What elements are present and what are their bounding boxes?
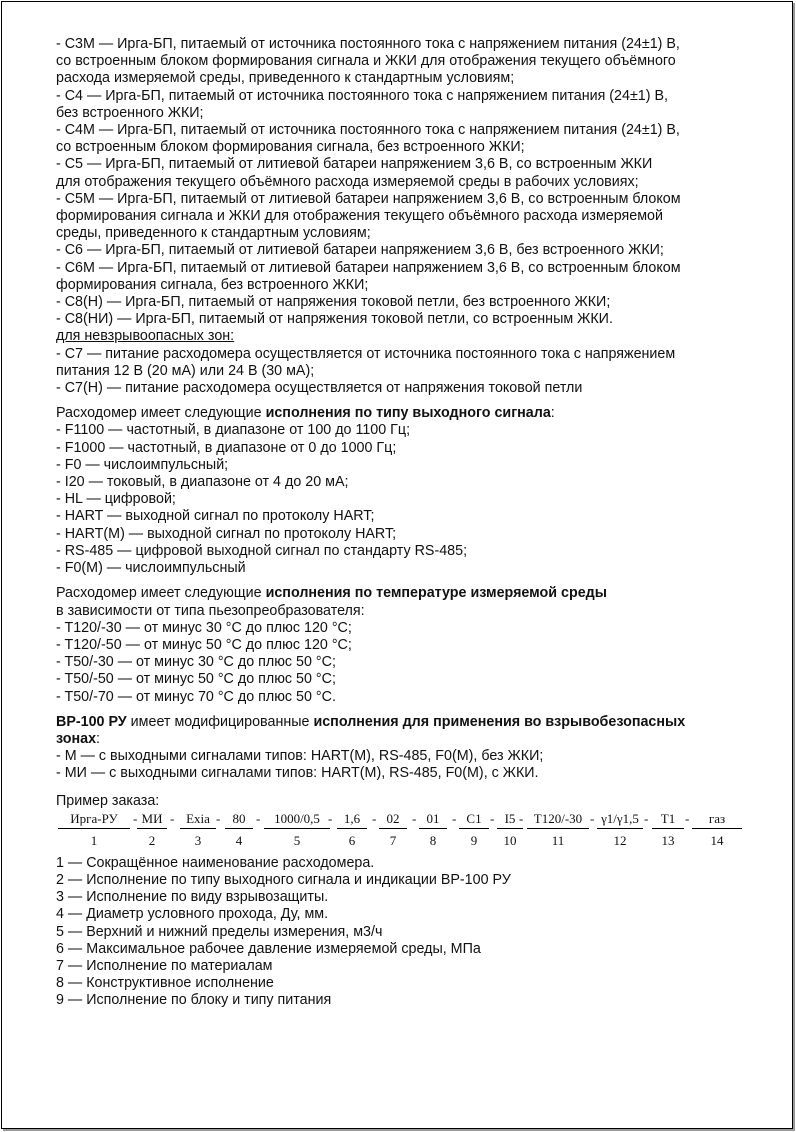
order-code-separator: -: [452, 810, 457, 826]
order-code-segment: [58, 811, 130, 848]
temperature-list: [56, 620, 746, 706]
order-code-separator: -: [216, 810, 221, 826]
order-code-value: 01: [419, 811, 447, 829]
page-content: [56, 36, 746, 1010]
ex-section-intro: [56, 714, 746, 731]
text-line: - С7 — питание расходомера осуществляется от источника постоянного тока с напряжением: [56, 345, 676, 362]
output-signal-item: - F0 — числоимпульсный;: [56, 456, 229, 473]
order-code-value: 1000/0,5: [264, 811, 330, 829]
ex-variant-item: - М — с выходными сигналами типов: HART(M), RS-485, F0(M), без ЖКИ;: [56, 748, 544, 765]
order-code-segment: [597, 811, 643, 848]
text-line: питания 12 В (20 мА) или 24 В (30 мА);: [56, 362, 315, 379]
order-code-position-number: 7: [389, 832, 397, 848]
order-code-segment: [264, 810, 333, 848]
output-signal-item: - F0(M) — числоимпульсный: [56, 560, 246, 577]
order-code-separator: -: [170, 810, 175, 826]
text-line: - С8(Н) — Ирга-БП, питаемый от напряжения токовой петли, без встроенного ЖКИ;: [56, 294, 611, 311]
ex-intro-colon: :: [96, 730, 101, 747]
ex-intro-bold: исполнения для применения во взрывобезопасных: [313, 713, 686, 730]
temperature-item: - T50/-30 — от минус 30 °С до плюс 50 °С;: [56, 654, 336, 671]
power-variants-list: [56, 36, 746, 328]
text-line: формирования сигнала, без встроенного ЖКИ;: [56, 276, 369, 293]
output-intro-bold: исполнения по типу выходного сигнала: [265, 405, 551, 422]
order-code-value: 80: [225, 811, 253, 829]
order-code-separator: -: [685, 810, 690, 826]
output-signal-item: - F1100 — частотный, в диапазоне от 100 до 1100 Гц;: [56, 422, 411, 439]
order-code-position-number: 5: [293, 832, 301, 848]
order-code-position-number: 4: [235, 832, 243, 848]
text-line: - С5М — Ирга-БП, питаемый от литиевой батареи напряжением 3,6 В, со встроенным блоком: [56, 190, 681, 207]
order-code-value: Exia: [180, 811, 216, 829]
order-code-value: 1,6: [337, 811, 367, 829]
order-code-position-number: 3: [194, 832, 202, 848]
order-code-position-number: 14: [710, 832, 724, 848]
text-line: формирования сигнала и ЖКИ для отображения текущего объёмного расхода измеряемой: [56, 208, 663, 225]
legend-item: 9 — Исполнение по блоку и типу питания: [56, 992, 332, 1009]
order-legend-list: [56, 855, 746, 1010]
order-code-segment: [337, 811, 367, 848]
output-signal-item: - I20 — токовый, в диапазоне от 4 до 20 мА;: [56, 474, 349, 491]
text-line: - С7(Н) — питание расходомера осуществляется от напряжения токовой петли: [56, 380, 583, 397]
legend-item: 3 — Исполнение по виду взрывозащиты.: [56, 889, 329, 906]
text-line: без встроенного ЖКИ;: [56, 104, 204, 121]
order-code-value: I5: [497, 811, 523, 829]
output-intro-text: Расходомер имеет следующие: [56, 405, 266, 422]
legend-item: 4 — Диаметр условного прохода, Ду, мм.: [56, 906, 329, 923]
order-code-value: T1: [652, 811, 684, 829]
temp-section-intro-line2: в зависимости от типа пьезопреобразователя:: [56, 602, 365, 619]
ex-variants-list: [56, 748, 746, 782]
order-code-segment: [527, 811, 589, 848]
order-code-value: МИ: [137, 811, 167, 829]
temperature-item: - T50/-50 — от минус 50 °С до плюс 50 °С;: [56, 671, 336, 688]
order-code-value: 02: [379, 811, 407, 829]
text-line: - С5 — Ирга-БП, питаемый от литиевой батареи напряжением 3,6 В, со встроенным ЖКИ: [56, 156, 653, 173]
order-code-position-number: 9: [470, 832, 478, 848]
order-code-position-number: 6: [348, 832, 356, 848]
ex-intro-bold-zones: зонах: [56, 730, 97, 747]
order-code-segment: [419, 811, 447, 848]
text-line: со встроенным блоком формирования сигнала и ЖКИ для отображения текущего объёмного: [56, 53, 676, 70]
order-code-segment: [180, 811, 216, 848]
order-code-separator: -: [133, 810, 138, 826]
non-ex-zones-heading: для невзрывоопасных зон:: [56, 328, 235, 345]
order-code-segment: [459, 811, 489, 848]
order-code-position-number: 11: [551, 832, 565, 848]
order-code-segment: [652, 811, 684, 848]
order-code-separator: -: [644, 810, 649, 826]
text-line: - С4М — Ирга-БП, питаемый от источника постоянного тока с напряжением питания (24±1) В,: [56, 122, 680, 139]
order-code-separator: -: [256, 810, 261, 826]
output-signal-item: - F1000 — частотный, в диапазоне от 0 до 1000 Гц;: [56, 439, 397, 456]
temperature-item: - T120/-50 — от минус 50 °С до плюс 120 °С;: [56, 636, 352, 653]
order-code-position-number: 1: [90, 832, 98, 848]
ex-variant-item: - МИ — с выходными сигналами типов: HART(M), RS-485, F0(M), с ЖКИ.: [56, 765, 539, 782]
legend-item: 7 — Исполнение по материалам: [56, 957, 273, 974]
legend-item: 8 — Конструктивное исполнение: [56, 975, 274, 992]
order-code-segment: [692, 811, 742, 848]
output-section-intro: [56, 405, 746, 422]
ex-section-intro-line2: [56, 731, 746, 748]
text-line: - С6М — Ирга-БП, питаемый от литиевой батареи напряжением 3,6 В, со встроенным блоком: [56, 259, 681, 276]
legend-item: 2 — Исполнение по типу выходного сигнала и индикации ВР-100 РУ: [56, 871, 511, 888]
order-code-position-number: 2: [148, 832, 156, 848]
order-example-title: Пример заказа:: [56, 792, 160, 809]
order-code-position-number: 10: [503, 832, 517, 848]
order-code-value: C1: [459, 811, 489, 829]
temp-intro-bold: исполнения по температуре измеряемой среды: [265, 585, 607, 602]
order-code-value: T120/-30: [527, 811, 589, 829]
legend-item: 1 — Сокращённое наименование расходомера.: [56, 854, 375, 871]
text-line: - С3М — Ирга-БП, питаемый от источника постоянного тока с напряжением питания (24±1) В,: [56, 36, 680, 52]
temperature-item: - T120/-30 — от минус 30 °С до плюс 120 °С;: [56, 619, 352, 636]
order-code-separator: -: [412, 810, 417, 826]
output-signal-item: - HART(M) — выходной сигнал по протоколу HART;: [56, 525, 397, 542]
order-code-separator: -: [490, 810, 495, 826]
order-code-position-number: 8: [429, 832, 437, 848]
temperature-item: - T50/-70 — от минус 70 °С до плюс 50 °С.: [56, 688, 336, 705]
order-code-value: γ1/γ1,5: [597, 811, 643, 829]
order-code-segment: [379, 811, 407, 848]
temp-section-intro: [56, 585, 746, 602]
text-line: - С6 — Ирга-БП, питаемый от литиевой батареи напряжением 3,6 В, без встроенного ЖКИ;: [56, 242, 664, 259]
text-line: со встроенным блоком формирования сигнала, без встроенного ЖКИ;: [56, 139, 525, 156]
ex-intro-model: ВР-100 РУ: [56, 713, 127, 730]
output-signal-item: - HL — цифровой;: [56, 491, 176, 508]
order-code-separator: -: [590, 810, 595, 826]
text-line: расхода измеряемой среды, приведенного к стандартным условиям;: [56, 70, 515, 87]
non-ex-variants-list: [56, 346, 746, 398]
output-signal-list: [56, 422, 746, 577]
output-intro-colon: :: [550, 405, 555, 422]
text-line: среды, приведенного к стандартным условиям;: [56, 225, 371, 242]
order-code-separator: -: [519, 810, 524, 826]
order-code-value: газ: [692, 811, 742, 829]
order-code-segment: [225, 811, 253, 848]
ex-intro-text: имеет модифицированные: [126, 713, 314, 730]
output-signal-item: - HART — выходной сигнал по протоколу HART;: [56, 508, 375, 525]
temp-intro-text: Расходомер имеет следующие: [56, 585, 266, 602]
legend-item: 6 — Максимальное рабочее давление измеряемой среды, МПа: [56, 940, 481, 957]
text-line: для отображения текущего объёмного расхода измеряемой среды в рабочих условиях;: [56, 173, 639, 190]
output-signal-item: - RS-485 — цифровой выходной сигнал по стандарту RS-485;: [56, 542, 468, 559]
order-code-separator: -: [328, 810, 333, 826]
order-code-segment: [137, 811, 167, 848]
text-line: - С8(НИ) — Ирга-БП, питаемый от напряжения токовой петли, со встроенным ЖКИ.: [56, 311, 613, 328]
order-code-position-number: 12: [613, 832, 627, 848]
order-code-value: Ирга-РУ: [58, 811, 130, 829]
legend-item: 5 — Верхний и нижний пределы измерения, м3/ч: [56, 923, 383, 940]
order-code-position-number: 13: [661, 832, 675, 848]
document-page: [1, 1, 793, 1129]
order-code-diagram: [56, 811, 746, 849]
text-line: - С4 — Ирга-БП, питаемый от источника постоянного тока с напряжением питания (24±1) В,: [56, 87, 668, 104]
order-code-separator: -: [372, 810, 377, 826]
